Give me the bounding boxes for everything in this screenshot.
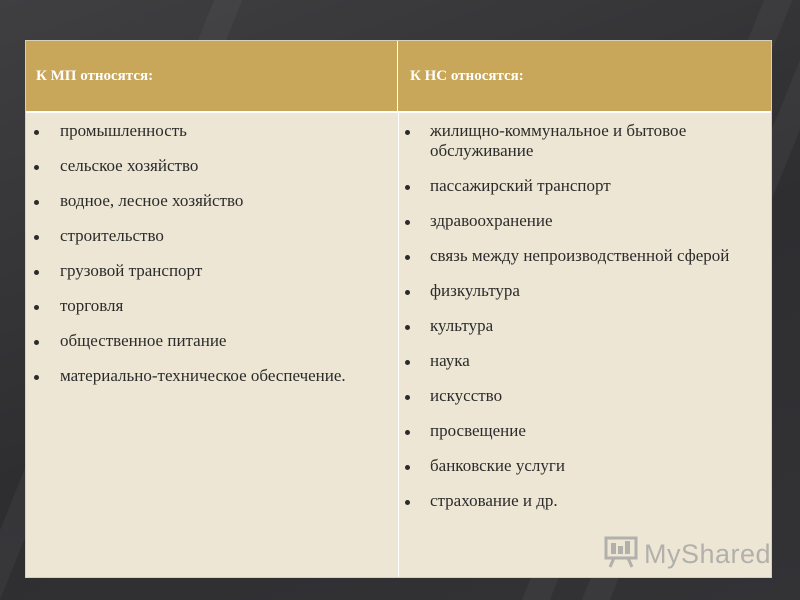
list-item [26,366,398,386]
list-item [26,261,398,281]
list-item-text: сельское хозяйство [60,156,199,175]
bullet-icon [34,130,39,135]
list-item [399,281,771,301]
list-item-text: просвещение [430,421,526,440]
list-item-text: грузовой транспорт [60,261,203,280]
list-item-text: страхование и др. [430,491,558,510]
bullet-icon [34,270,39,275]
bullet-icon [405,130,410,135]
list-item-text: банковские услуги [430,456,565,475]
bullet-icon [405,465,410,470]
presentation-board-icon [604,535,640,574]
list-item-text: материально-техническое обеспечение. [60,366,346,385]
list-item-text: пассажирский транспорт [430,176,611,195]
list-item [26,331,398,351]
comparison-table [26,41,771,577]
list-item-text: жилищно-коммунальное и бытовое обслуживание [430,121,687,160]
bullet-icon [405,360,410,365]
header-ns: К НС относятся: [410,68,524,84]
header-mp: К МП относятся: [26,41,398,111]
ns-list [399,113,771,511]
list-item [399,351,771,371]
list-item-text: связь между непроизводственной сферой [430,246,730,265]
list-item-text: культура [430,316,494,335]
bullet-icon [405,500,410,505]
bullet-icon [405,290,410,295]
watermark-text: MyShared [644,538,772,569]
mp-list [26,113,398,386]
bullet-icon [34,305,39,310]
list-item-text: торговля [60,296,124,315]
bullet-icon [34,340,39,345]
mp-column [26,113,398,401]
list-item [26,156,398,176]
list-item-text: искусство [430,386,503,405]
list-item [399,121,771,161]
list-item [26,296,398,316]
bullet-icon [405,255,410,260]
bullet-icon [34,200,39,205]
list-item-text: наука [430,351,470,370]
bullet-icon [405,220,410,225]
list-item [399,386,771,406]
table-header-row [26,41,771,111]
list-item-text: здравоохранение [430,211,553,230]
myshared-watermark [604,535,774,573]
list-item [399,211,771,231]
bullet-icon [405,430,410,435]
list-item [399,176,771,196]
list-item [399,421,771,441]
list-item [399,456,771,476]
list-item-text: физкультура [430,281,520,300]
ns-column [399,113,771,526]
bullet-icon [405,325,410,330]
bullet-icon [34,165,39,170]
list-item-text: водное, лесное хозяйство [60,191,244,210]
list-item [26,121,398,141]
bullet-icon [405,395,410,400]
list-item [399,316,771,336]
bullet-icon [34,235,39,240]
list-item-text: общественное питание [60,331,227,350]
list-item [26,226,398,246]
bullet-icon [405,185,410,190]
list-item-text: промышленность [60,121,187,140]
list-item-text: строительство [60,226,164,245]
bullet-icon [34,375,39,380]
list-item [399,246,771,266]
list-item [399,491,771,511]
list-item [26,191,398,211]
